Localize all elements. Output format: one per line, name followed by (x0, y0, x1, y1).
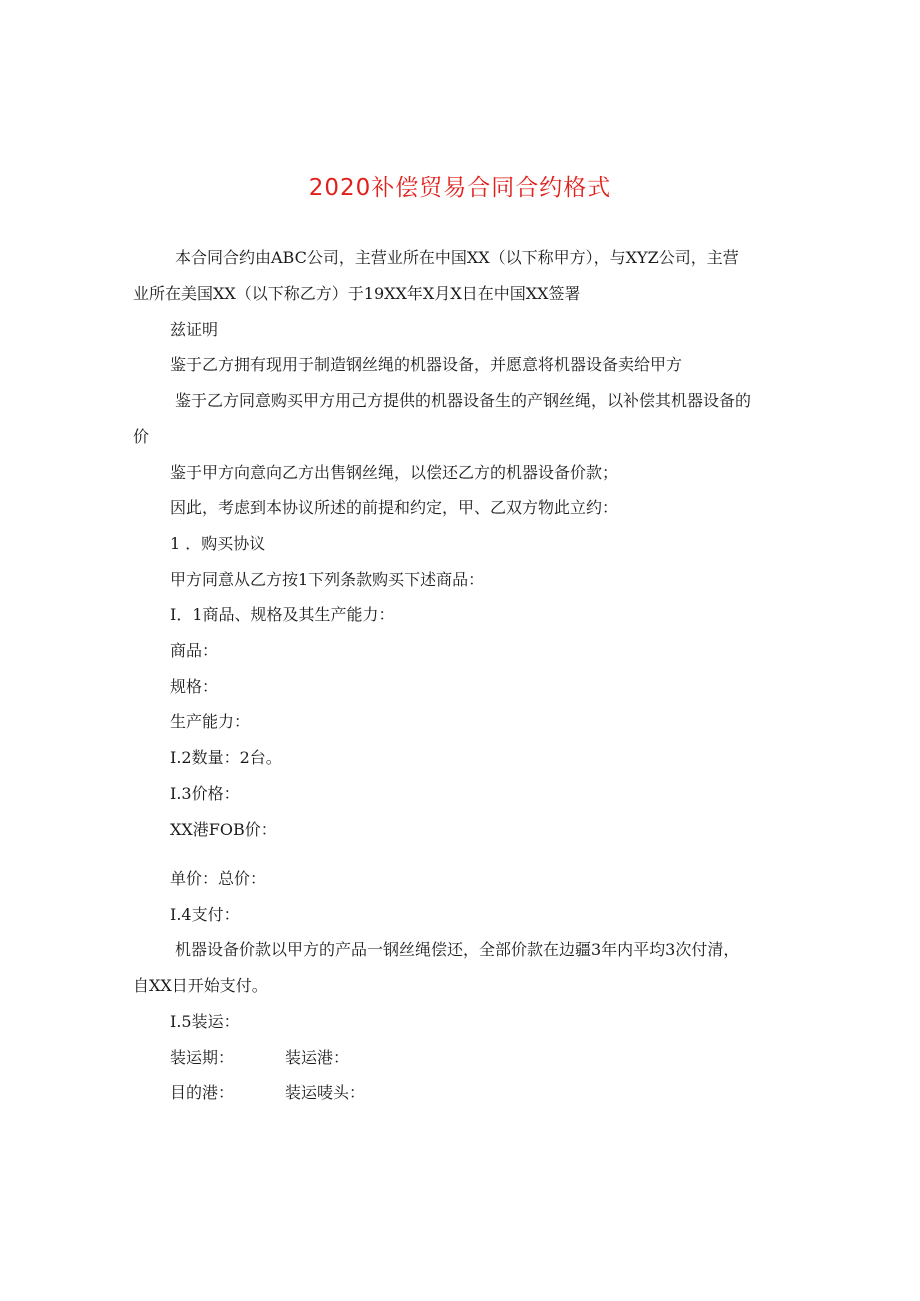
shipping-mark-label: 装运唛头： (285, 1083, 366, 1102)
clause-1-5: I.5装运： (170, 1012, 240, 1031)
capacity-label: 生产能力： (170, 712, 251, 731)
therefore-clause: 因此，考虑到本协议所述的前提和约定，甲、乙双方物此立约： (170, 498, 619, 517)
shipment-period-label: 装运期： (170, 1048, 235, 1067)
recital-2-line-2: 价 (133, 427, 150, 446)
clause-1-4: I.4支付： (170, 905, 240, 924)
unit-total-price-label: 单价：总价： (170, 869, 267, 888)
witness-line: 兹证明 (170, 320, 219, 339)
goods-label: 商品： (170, 641, 219, 660)
clause-1-1: I．1商品、规格及其生产能力： (170, 605, 395, 624)
destination-port-label: 目的港： (170, 1083, 235, 1102)
recital-2-line-1: 鉴于乙方同意购买甲方用己方提供的机器设备生的产钢丝绳，以补偿其机器设备的 (175, 391, 752, 410)
preamble-line-1: 本合同合约由ABC公司，主营业所在中国XX（以下称甲方），与XYZ公司，主营 (175, 248, 739, 267)
recital-1: 鉴于乙方拥有现用于制造钢丝绳的机器设备，并愿意将机器设备卖给甲方 (170, 355, 683, 374)
preamble-line-2: 业所在美国XX（以下称乙方）于19XX年X月X日在中国XX签署 (133, 284, 581, 303)
clause-1-3: I.3价格： (170, 784, 240, 803)
payment-line-2: 自XX日开始支付。 (133, 976, 268, 995)
section-1-intro: 甲方同意从乙方按1下列条款购买下述商品： (170, 570, 485, 589)
shipment-port-label: 装运港： (285, 1048, 350, 1067)
fob-price-label: XX港FOB价： (170, 820, 277, 839)
payment-line-1: 机器设备价款以甲方的产品一钢丝绳偿还，全部价款在边疆3年内平均3次付清， (175, 940, 740, 959)
spec-label: 规格： (170, 677, 219, 696)
clause-1-2: I.2数量：2台。 (170, 748, 282, 767)
section-1-heading: 1 ．购买协议 (170, 534, 266, 553)
recital-3: 鉴于甲方向意向乙方出售钢丝绳，以偿还乙方的机器设备价款； (170, 463, 619, 482)
document-title: 2020补偿贸易合同合约格式 (308, 175, 612, 201)
